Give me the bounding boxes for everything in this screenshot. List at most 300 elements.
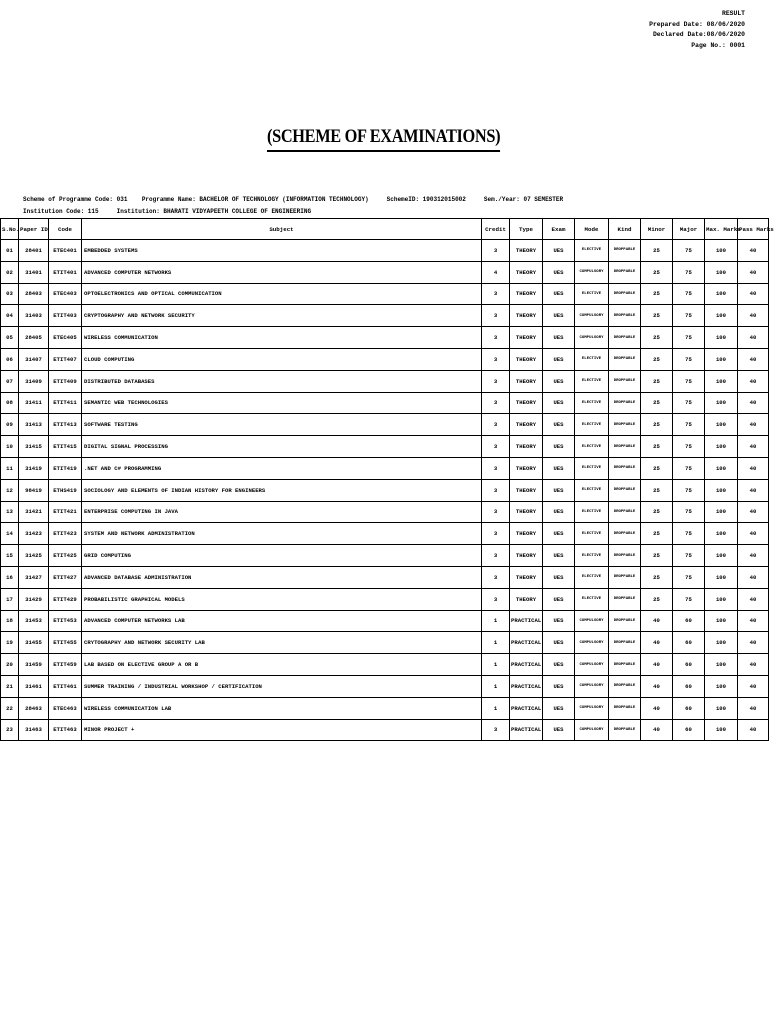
cell-kind: DROPPABLE (609, 457, 641, 479)
cell-credit: 3 (482, 414, 510, 436)
cell-kind: DROPPABLE (609, 261, 641, 283)
table-row (1, 675, 769, 697)
cell-kind: DROPPABLE (609, 327, 641, 349)
cell-mode: ELECTIVE (575, 588, 609, 610)
cell-subject: MINOR PROJECT + (82, 719, 482, 741)
title-container (0, 126, 768, 152)
cell-mode: COMPULSORY (575, 697, 609, 719)
cell-code: ETIT453 (49, 610, 82, 632)
cell-exam: UES (543, 479, 575, 501)
cell-exam: UES (543, 348, 575, 370)
cell-major: 75 (673, 523, 705, 545)
cell-type: THEORY (510, 305, 543, 327)
table-row (1, 392, 769, 414)
col-kind: Kind (609, 219, 641, 240)
cell-mode: COMPULSORY (575, 305, 609, 327)
cell-credit: 3 (482, 348, 510, 370)
cell-type: THEORY (510, 392, 543, 414)
cell-pass-marks: 40 (738, 261, 769, 283)
cell-sno: 14 (1, 523, 19, 545)
cell-minor: 25 (641, 436, 673, 458)
cell-max-marks: 100 (705, 327, 738, 349)
cell-type: THEORY (510, 479, 543, 501)
cell-paper-id: 28405 (19, 327, 49, 349)
cell-exam: UES (543, 697, 575, 719)
cell-kind: DROPPABLE (609, 610, 641, 632)
cell-minor: 25 (641, 305, 673, 327)
cell-subject: SUMMER TRAINING / INDUSTRIAL WORKSHOP / CERTIFICATION (82, 675, 482, 697)
cell-mode: COMPULSORY (575, 719, 609, 741)
cell-type: THEORY (510, 261, 543, 283)
table-row (1, 436, 769, 458)
cell-pass-marks: 40 (738, 240, 769, 262)
cell-credit: 1 (482, 632, 510, 654)
cell-max-marks: 100 (705, 610, 738, 632)
cell-kind: DROPPABLE (609, 348, 641, 370)
cell-mode: ELECTIVE (575, 457, 609, 479)
cell-major: 75 (673, 305, 705, 327)
cell-sno: 02 (1, 261, 19, 283)
cell-minor: 40 (641, 697, 673, 719)
cell-pass-marks: 40 (738, 675, 769, 697)
cell-minor: 25 (641, 348, 673, 370)
cell-pass-marks: 40 (738, 436, 769, 458)
cell-exam: UES (543, 261, 575, 283)
cell-kind: DROPPABLE (609, 479, 641, 501)
cell-paper-id: 31401 (19, 261, 49, 283)
cell-paper-id: 31425 (19, 545, 49, 567)
cell-mode: ELECTIVE (575, 436, 609, 458)
table-row (1, 457, 769, 479)
cell-paper-id: 98419 (19, 479, 49, 501)
cell-minor: 25 (641, 370, 673, 392)
table-row (1, 632, 769, 654)
cell-credit: 1 (482, 697, 510, 719)
table-row (1, 654, 769, 676)
table-row (1, 545, 769, 567)
table-row (1, 348, 769, 370)
cell-subject: DISTRIBUTED DATABASES (82, 370, 482, 392)
cell-mode: ELECTIVE (575, 348, 609, 370)
cell-minor: 25 (641, 523, 673, 545)
cell-sno: 10 (1, 436, 19, 458)
cell-sno: 04 (1, 305, 19, 327)
cell-subject: OPTOELECTRONICS AND OPTICAL COMMUNICATION (82, 283, 482, 305)
cell-max-marks: 100 (705, 305, 738, 327)
cell-max-marks: 100 (705, 261, 738, 283)
cell-pass-marks: 40 (738, 610, 769, 632)
cell-paper-id: 31409 (19, 370, 49, 392)
cell-kind: DROPPABLE (609, 370, 641, 392)
cell-code: ETHS419 (49, 479, 82, 501)
cell-kind: DROPPABLE (609, 240, 641, 262)
cell-code: ETIT455 (49, 632, 82, 654)
cell-type: THEORY (510, 283, 543, 305)
cell-mode: ELECTIVE (575, 545, 609, 567)
cell-credit: 3 (482, 283, 510, 305)
cell-code: ETEC463 (49, 697, 82, 719)
cell-sno: 23 (1, 719, 19, 741)
cell-credit: 3 (482, 327, 510, 349)
cell-kind: DROPPABLE (609, 654, 641, 676)
cell-exam: UES (543, 545, 575, 567)
cell-pass-marks: 40 (738, 523, 769, 545)
cell-max-marks: 100 (705, 283, 738, 305)
cell-type: THEORY (510, 501, 543, 523)
cell-major: 75 (673, 566, 705, 588)
table-row (1, 523, 769, 545)
cell-pass-marks: 40 (738, 697, 769, 719)
cell-major: 75 (673, 327, 705, 349)
cell-subject: PROBABILISTIC GRAPHICAL MODELS (82, 588, 482, 610)
cell-max-marks: 100 (705, 675, 738, 697)
cell-max-marks: 100 (705, 654, 738, 676)
cell-paper-id: 31427 (19, 566, 49, 588)
cell-minor: 25 (641, 327, 673, 349)
cell-credit: 4 (482, 261, 510, 283)
cell-sno: 06 (1, 348, 19, 370)
col-subject: Subject (82, 219, 482, 240)
cell-major: 75 (673, 261, 705, 283)
cell-minor: 25 (641, 261, 673, 283)
cell-max-marks: 100 (705, 697, 738, 719)
cell-paper-id: 28403 (19, 283, 49, 305)
cell-exam: UES (543, 457, 575, 479)
document-header-info (649, 9, 745, 51)
cell-subject: SYSTEM AND NETWORK ADMINISTRATION (82, 523, 482, 545)
cell-minor: 25 (641, 457, 673, 479)
cell-max-marks: 100 (705, 392, 738, 414)
cell-code: ETIT461 (49, 675, 82, 697)
cell-credit: 3 (482, 501, 510, 523)
cell-paper-id: 31407 (19, 348, 49, 370)
cell-subject: ENTERPRISE COMPUTING IN JAVA (82, 501, 482, 523)
cell-major: 75 (673, 283, 705, 305)
cell-paper-id: 31421 (19, 501, 49, 523)
cell-code: ETIT423 (49, 523, 82, 545)
cell-kind: DROPPABLE (609, 392, 641, 414)
cell-type: PRACTICAL (510, 675, 543, 697)
institution-info: Institution Code: 115 Institution: BHARATI VIDYAPEETH COLLEGE OF ENGINEERING (23, 208, 312, 215)
cell-subject: .NET AND C# PROGRAMMING (82, 457, 482, 479)
cell-mode: COMPULSORY (575, 632, 609, 654)
cell-credit: 3 (482, 719, 510, 741)
cell-max-marks: 100 (705, 240, 738, 262)
col-paper-id: Paper ID (19, 219, 49, 240)
cell-kind: DROPPABLE (609, 588, 641, 610)
cell-minor: 40 (641, 719, 673, 741)
cell-pass-marks: 40 (738, 327, 769, 349)
cell-major: 75 (673, 479, 705, 501)
cell-max-marks: 100 (705, 479, 738, 501)
cell-exam: UES (543, 675, 575, 697)
cell-credit: 3 (482, 479, 510, 501)
cell-exam: UES (543, 283, 575, 305)
cell-type: THEORY (510, 457, 543, 479)
cell-paper-id: 31461 (19, 675, 49, 697)
cell-minor: 25 (641, 392, 673, 414)
cell-code: ETIT425 (49, 545, 82, 567)
page-title: (SCHEME OF EXAMINATIONS) (267, 126, 500, 152)
cell-type: THEORY (510, 436, 543, 458)
cell-code: ETIT411 (49, 392, 82, 414)
col-exam: Exam (543, 219, 575, 240)
cell-max-marks: 100 (705, 436, 738, 458)
table-row (1, 501, 769, 523)
cell-credit: 3 (482, 588, 510, 610)
cell-paper-id: 31459 (19, 654, 49, 676)
cell-type: PRACTICAL (510, 632, 543, 654)
cell-code: ETIT419 (49, 457, 82, 479)
cell-type: THEORY (510, 370, 543, 392)
cell-subject: WIRELESS COMMUNICATION (82, 327, 482, 349)
cell-credit: 3 (482, 240, 510, 262)
cell-mode: ELECTIVE (575, 392, 609, 414)
col-pass-marks: Pass Marks (738, 219, 769, 240)
cell-kind: DROPPABLE (609, 566, 641, 588)
cell-type: PRACTICAL (510, 697, 543, 719)
cell-mode: COMPULSORY (575, 261, 609, 283)
cell-major: 60 (673, 632, 705, 654)
cell-code: ETIT429 (49, 588, 82, 610)
cell-paper-id: 31415 (19, 436, 49, 458)
cell-pass-marks: 40 (738, 588, 769, 610)
cell-exam: UES (543, 414, 575, 436)
cell-code: ETIT459 (49, 654, 82, 676)
cell-mode: ELECTIVE (575, 240, 609, 262)
cell-sno: 08 (1, 392, 19, 414)
cell-paper-id: 31411 (19, 392, 49, 414)
cell-pass-marks: 40 (738, 479, 769, 501)
cell-paper-id: 31463 (19, 719, 49, 741)
cell-max-marks: 100 (705, 632, 738, 654)
cell-kind: DROPPABLE (609, 414, 641, 436)
prepared-date: Prepared Date: 08/06/2020 (649, 20, 745, 28)
cell-credit: 1 (482, 610, 510, 632)
cell-credit: 3 (482, 457, 510, 479)
cell-paper-id: 31423 (19, 523, 49, 545)
cell-major: 75 (673, 414, 705, 436)
cell-subject: SEMANTIC WEB TECHNOLOGIES (82, 392, 482, 414)
cell-pass-marks: 40 (738, 348, 769, 370)
cell-mode: COMPULSORY (575, 654, 609, 676)
cell-mode: ELECTIVE (575, 566, 609, 588)
cell-type: THEORY (510, 566, 543, 588)
cell-subject: SOFTWARE TESTING (82, 414, 482, 436)
cell-subject: GRID COMPUTING (82, 545, 482, 567)
cell-sno: 19 (1, 632, 19, 654)
cell-paper-id: 31429 (19, 588, 49, 610)
cell-subject: CLOUD COMPUTING (82, 348, 482, 370)
table-row (1, 261, 769, 283)
cell-subject: DIGITAL SIGNAL PROCESSING (82, 436, 482, 458)
cell-pass-marks: 40 (738, 632, 769, 654)
cell-pass-marks: 40 (738, 501, 769, 523)
cell-pass-marks: 40 (738, 719, 769, 741)
cell-major: 75 (673, 370, 705, 392)
table-row (1, 305, 769, 327)
cell-mode: ELECTIVE (575, 479, 609, 501)
cell-type: PRACTICAL (510, 610, 543, 632)
cell-subject: ADVANCED DATABASE ADMINISTRATION (82, 566, 482, 588)
cell-mode: COMPULSORY (575, 327, 609, 349)
table-row (1, 610, 769, 632)
table-row (1, 240, 769, 262)
table-row (1, 566, 769, 588)
cell-type: THEORY (510, 588, 543, 610)
cell-credit: 3 (482, 566, 510, 588)
scheme-table (0, 218, 774, 741)
cell-subject: SOCIOLOGY AND ELEMENTS OF INDIAN HISTORY FOR ENGINEERS (82, 479, 482, 501)
cell-max-marks: 100 (705, 457, 738, 479)
cell-max-marks: 100 (705, 523, 738, 545)
cell-kind: DROPPABLE (609, 501, 641, 523)
table-row (1, 719, 769, 741)
table-row (1, 327, 769, 349)
cell-paper-id: 28401 (19, 240, 49, 262)
cell-sno: 20 (1, 654, 19, 676)
cell-mode: COMPULSORY (575, 610, 609, 632)
cell-minor: 25 (641, 414, 673, 436)
cell-major: 75 (673, 588, 705, 610)
cell-sno: 09 (1, 414, 19, 436)
cell-subject: CRYTOGRAPHY AND NETWORK SECURITY LAB (82, 632, 482, 654)
cell-credit: 3 (482, 305, 510, 327)
cell-paper-id: 31419 (19, 457, 49, 479)
cell-mode: ELECTIVE (575, 370, 609, 392)
col-major: Major (673, 219, 705, 240)
cell-sno: 11 (1, 457, 19, 479)
cell-kind: DROPPABLE (609, 436, 641, 458)
col-sno: S.No. (1, 219, 19, 240)
cell-type: THEORY (510, 545, 543, 567)
cell-pass-marks: 40 (738, 654, 769, 676)
cell-mode: ELECTIVE (575, 414, 609, 436)
cell-pass-marks: 40 (738, 566, 769, 588)
table-row (1, 283, 769, 305)
col-code: Code (49, 219, 82, 240)
cell-kind: DROPPABLE (609, 305, 641, 327)
cell-kind: DROPPABLE (609, 632, 641, 654)
cell-major: 60 (673, 697, 705, 719)
cell-mode: ELECTIVE (575, 523, 609, 545)
cell-exam: UES (543, 370, 575, 392)
cell-minor: 25 (641, 545, 673, 567)
cell-code: ETEC403 (49, 283, 82, 305)
result-label: RESULT (721, 10, 745, 17)
table-row (1, 588, 769, 610)
cell-minor: 40 (641, 675, 673, 697)
cell-credit: 1 (482, 654, 510, 676)
cell-type: THEORY (510, 414, 543, 436)
cell-code: ETIT403 (49, 305, 82, 327)
cell-paper-id: 28463 (19, 697, 49, 719)
cell-minor: 25 (641, 283, 673, 305)
cell-major: 60 (673, 675, 705, 697)
table-row (1, 697, 769, 719)
cell-sno: 05 (1, 327, 19, 349)
cell-sno: 12 (1, 479, 19, 501)
table-row (1, 479, 769, 501)
col-minor: Minor (641, 219, 673, 240)
programme-info: Scheme of Programme Code: 031 Programme Name: BACHELOR OF TECHNOLOGY (INFORMATION TECHNOLOGY) SchemeID: 190312015002 Sem./Year: 07 SEMESTER (23, 196, 564, 203)
cell-exam: UES (543, 523, 575, 545)
cell-credit: 1 (482, 675, 510, 697)
cell-minor: 40 (641, 654, 673, 676)
cell-kind: DROPPABLE (609, 545, 641, 567)
cell-pass-marks: 40 (738, 545, 769, 567)
cell-minor: 40 (641, 610, 673, 632)
cell-paper-id: 31413 (19, 414, 49, 436)
cell-sno: 03 (1, 283, 19, 305)
table-row (1, 370, 769, 392)
cell-minor: 40 (641, 632, 673, 654)
cell-sno: 21 (1, 675, 19, 697)
cell-subject: ADVANCED COMPUTER NETWORKS LAB (82, 610, 482, 632)
col-type: Type (510, 219, 543, 240)
cell-mode: ELECTIVE (575, 501, 609, 523)
cell-code: ETIT415 (49, 436, 82, 458)
cell-paper-id: 31455 (19, 632, 49, 654)
cell-mode: ELECTIVE (575, 283, 609, 305)
cell-exam: UES (543, 719, 575, 741)
cell-pass-marks: 40 (738, 283, 769, 305)
col-credit: Credit (482, 219, 510, 240)
cell-kind: DROPPABLE (609, 523, 641, 545)
cell-minor: 25 (641, 501, 673, 523)
cell-code: ETIT407 (49, 348, 82, 370)
cell-max-marks: 100 (705, 370, 738, 392)
cell-kind: DROPPABLE (609, 283, 641, 305)
cell-exam: UES (543, 610, 575, 632)
cell-max-marks: 100 (705, 348, 738, 370)
cell-credit: 3 (482, 436, 510, 458)
page-number: Page No.: 0001 (691, 41, 745, 49)
table-header-row (1, 219, 769, 240)
cell-paper-id: 31453 (19, 610, 49, 632)
cell-sno: 07 (1, 370, 19, 392)
cell-max-marks: 100 (705, 414, 738, 436)
cell-sno: 01 (1, 240, 19, 262)
cell-pass-marks: 40 (738, 414, 769, 436)
col-mode: Mode (575, 219, 609, 240)
cell-major: 75 (673, 240, 705, 262)
cell-minor: 25 (641, 479, 673, 501)
cell-max-marks: 100 (705, 719, 738, 741)
cell-code: ETIT413 (49, 414, 82, 436)
cell-pass-marks: 40 (738, 305, 769, 327)
cell-major: 75 (673, 436, 705, 458)
cell-major: 60 (673, 654, 705, 676)
cell-pass-marks: 40 (738, 370, 769, 392)
cell-credit: 3 (482, 370, 510, 392)
cell-sno: 15 (1, 545, 19, 567)
cell-type: THEORY (510, 240, 543, 262)
cell-type: PRACTICAL (510, 719, 543, 741)
cell-code: ETIT463 (49, 719, 82, 741)
cell-sno: 16 (1, 566, 19, 588)
cell-major: 75 (673, 457, 705, 479)
cell-pass-marks: 40 (738, 392, 769, 414)
cell-subject: LAB BASED ON ELECTIVE GROUP A OR B (82, 654, 482, 676)
cell-sno: 18 (1, 610, 19, 632)
cell-exam: UES (543, 305, 575, 327)
cell-subject: WIRELESS COMMUNICATION LAB (82, 697, 482, 719)
cell-major: 60 (673, 719, 705, 741)
cell-sno: 22 (1, 697, 19, 719)
cell-mode: COMPULSORY (575, 675, 609, 697)
cell-kind: DROPPABLE (609, 697, 641, 719)
